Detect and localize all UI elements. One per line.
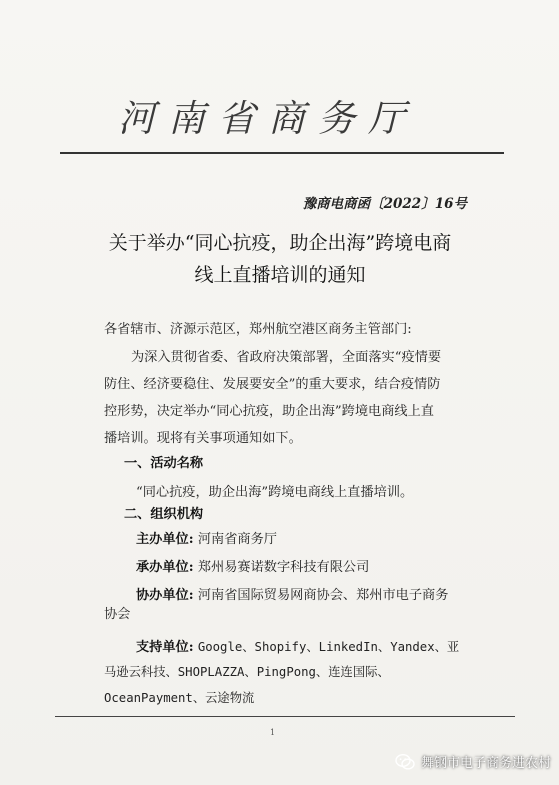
header-rule bbox=[60, 152, 504, 154]
support-row bbox=[136, 636, 459, 655]
footer-rule bbox=[55, 716, 515, 717]
salutation: 各省辖市、济源示范区，郑州航空港区商务主管部门: bbox=[104, 322, 412, 337]
co-organizer-row bbox=[136, 584, 448, 603]
support-value-2: 马逊云科技、SHOPLAZZA、PingPong、连连国际、 bbox=[104, 665, 390, 679]
org-name-header: 河南省商务厅 bbox=[118, 97, 418, 140]
title-line-1: 关于举办“同心抗疫，助企出海”跨境电商 bbox=[108, 232, 452, 254]
co-organizer-value-1: 河南省国际贸易网商协会、郑州市电子商务 bbox=[197, 588, 449, 603]
section-2-heading: 二、组织机构 bbox=[124, 507, 204, 522]
wechat-icon bbox=[395, 753, 415, 771]
page-number: 1 bbox=[270, 728, 276, 737]
organizer-value: 郑州易赛诺数字科技有限公司 bbox=[197, 560, 370, 575]
wechat-watermark bbox=[395, 752, 551, 771]
host-unit-row bbox=[136, 528, 277, 547]
organizer-label: 承办单位: bbox=[136, 560, 194, 575]
host-unit-value: 河南省商务厅 bbox=[197, 532, 277, 547]
support-label: 支持单位: bbox=[136, 640, 194, 655]
co-organizer-label: 协办单位: bbox=[136, 588, 194, 603]
support-value-1: Google、Shopify、LinkedIn、Yandex、亚 bbox=[197, 640, 460, 654]
support-value-3: OceanPayment、云途物流 bbox=[104, 691, 255, 705]
host-unit-label: 主办单位: bbox=[136, 532, 194, 547]
watermark-text: 舞钢市电子商务进农村 bbox=[420, 756, 551, 771]
organizer-row bbox=[136, 556, 369, 575]
intro-line-4: 播培训。现将有关事项通知如下。 bbox=[104, 431, 302, 446]
section-1-heading: 一、活动名称 bbox=[124, 456, 204, 471]
intro-line-1: 为深入贯彻省委、省政府决策部署，全面落实“疫情要 bbox=[131, 350, 442, 365]
intro-line-3: 控形势，决定举办“同心抗疫，助企出海”跨境电商线上直 bbox=[104, 404, 434, 419]
intro-line-2: 防住、经济要稳住、发展要安全”的重大要求，结合疫情防 bbox=[104, 377, 441, 392]
section-1-text: “同心抗疫，助企出海”跨境电商线上直播培训。 bbox=[136, 485, 414, 500]
document-title bbox=[70, 227, 490, 291]
co-organizer-value-2: 协会 bbox=[104, 607, 131, 622]
document-number: 豫商电商函〔2022〕16号 bbox=[302, 196, 467, 212]
title-line-2: 线上直播培训的通知 bbox=[194, 264, 366, 286]
